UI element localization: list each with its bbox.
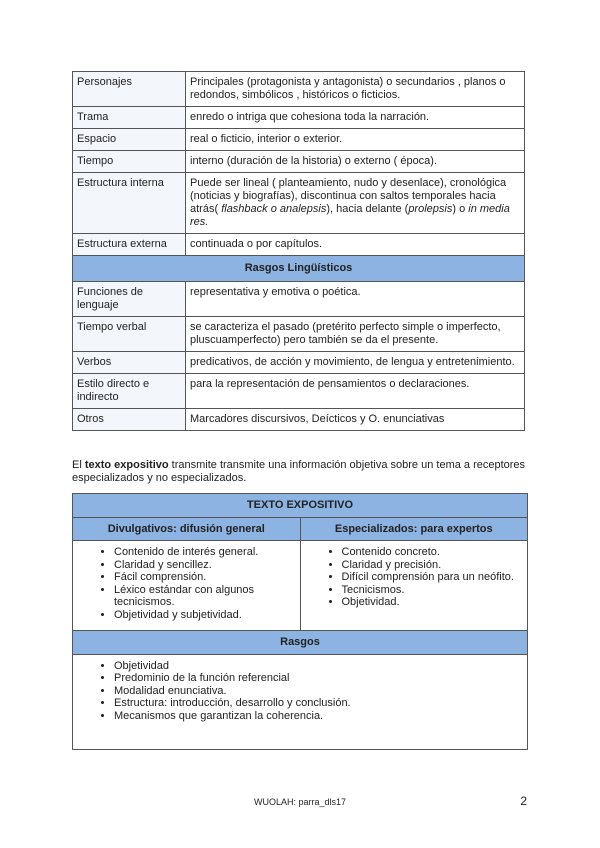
row-key: Verbos — [73, 352, 186, 374]
table-row — [73, 129, 525, 151]
value-italic: flashback o analepsis — [221, 203, 327, 215]
row-key: Espacio — [73, 129, 186, 151]
list-item: • Tecnicismos. — [342, 584, 527, 597]
table-row — [73, 151, 525, 173]
value-text: ), hacia delante ( — [326, 203, 409, 215]
rasgos-cell — [73, 654, 528, 749]
row-value: Principales (protagonista y antagonista) o secundarios , planos o redondos, simbólicos , históricos o ficticios. — [186, 72, 525, 107]
especializados-cell — [300, 541, 528, 631]
col-header-especializados: Especializados: para expertos — [300, 517, 528, 541]
list-item: • Predominio de la función referencial — [114, 672, 526, 685]
footer-watermark: WUOLAH: parra_dls17 — [253, 797, 347, 807]
row-value: se caracteriza el pasado (pretérito perfecto simple o imperfecto, pluscuamperfecto) pero también se da el presente. — [186, 317, 525, 352]
row-key: Otros — [73, 409, 186, 431]
row-value: enredo o intriga que cohesiona toda la narración. — [186, 107, 525, 129]
section-header-row — [73, 256, 525, 282]
row-key: Personajes — [73, 72, 186, 107]
section-title: Rasgos Lingüísticos — [73, 256, 525, 282]
row-key: Estructura interna — [73, 173, 186, 234]
intro-bold: texto expositivo — [84, 459, 169, 471]
row-value: Marcadores discursivos, Deícticos y O. enunciativas — [186, 409, 525, 431]
table-row — [73, 374, 525, 409]
rasgos-row — [73, 654, 528, 749]
list-item: • Objetividad y subjetividad. — [114, 609, 299, 622]
row-key: Funciones de lenguaje — [73, 282, 186, 317]
table-row — [73, 173, 525, 234]
list-item: • Claridad y precisión. — [342, 559, 527, 572]
row-value: predicativos, de acción y movimiento, de lengua y entretenimiento. — [186, 352, 525, 374]
table-row — [73, 107, 525, 129]
intro-paragraph — [72, 459, 532, 485]
table-title: TEXTO EXPOSITIVO — [73, 494, 528, 518]
expository-text-table — [72, 493, 528, 750]
row-value — [186, 173, 525, 234]
list-item: • Objetividad. — [342, 596, 527, 609]
list-item: • Fácil comprensión. — [114, 571, 299, 584]
row-key: Estilo directo e indirecto — [73, 374, 186, 409]
narrative-features-table — [72, 71, 525, 431]
lists-row — [73, 541, 528, 631]
list-item: • Claridad y sencillez. — [114, 559, 299, 572]
table-row — [73, 72, 525, 107]
rasgos-header-row — [73, 631, 528, 655]
value-text: ) o — [452, 203, 469, 215]
row-key: Trama — [73, 107, 186, 129]
row-value: interno (duración de la historia) o externo ( época). — [186, 151, 525, 173]
table-row — [73, 234, 525, 256]
list-item: • Modalidad enunciativa. — [114, 685, 526, 698]
intro-text: transmite transmite una información objetiva sobre un tema a receptores especializados y no especializados. — [72, 459, 526, 484]
value-italic: prolepsis — [408, 203, 453, 215]
divulgativos-list — [74, 546, 299, 621]
list-item: • Mecanismos que garantizan la coherencia. — [114, 710, 526, 723]
value-text: Puede ser lineal ( planteamiento, nudo y desenlace), cronológica (noticias y biografías), discontinua con saltos temporales hacia atrás( — [190, 177, 507, 215]
list-item: • Estructura: introducción, desarrollo y conclusión. — [114, 697, 526, 710]
row-value: continuada o por capítulos. — [186, 234, 525, 256]
row-value: para la representación de pensamientos o declaraciones. — [186, 374, 525, 409]
row-value: real o ficticio, interior o exterior. — [186, 129, 525, 151]
column-header-row — [73, 517, 528, 541]
intro-text: El — [72, 459, 85, 471]
table-row — [73, 282, 525, 317]
value-italic: in media res. — [190, 203, 510, 228]
list-item: • Objetividad — [114, 660, 526, 673]
rasgos-list — [74, 660, 526, 723]
table-row — [73, 409, 525, 431]
especializados-list — [302, 546, 527, 609]
row-key: Estructura externa — [73, 234, 186, 256]
divulgativos-cell — [73, 541, 301, 631]
table-row — [73, 317, 525, 352]
rasgos-title: Rasgos — [73, 631, 528, 655]
table-row — [73, 352, 525, 374]
title-row — [73, 494, 528, 518]
page-number: 2 — [520, 794, 527, 808]
row-key: Tiempo — [73, 151, 186, 173]
list-item: • Difícil comprensión para un neófito. — [342, 571, 527, 584]
list-item: • Contenido de interés general. — [114, 546, 299, 559]
row-key: Tiempo verbal — [73, 317, 186, 352]
row-value: representativa y emotiva o poética. — [186, 282, 525, 317]
list-item: • Contenido concreto. — [342, 546, 527, 559]
col-header-divulgativos: Divulgativos: difusión general — [73, 517, 301, 541]
list-item: • Léxico estándar con algunos tecnicismos. — [114, 584, 299, 609]
